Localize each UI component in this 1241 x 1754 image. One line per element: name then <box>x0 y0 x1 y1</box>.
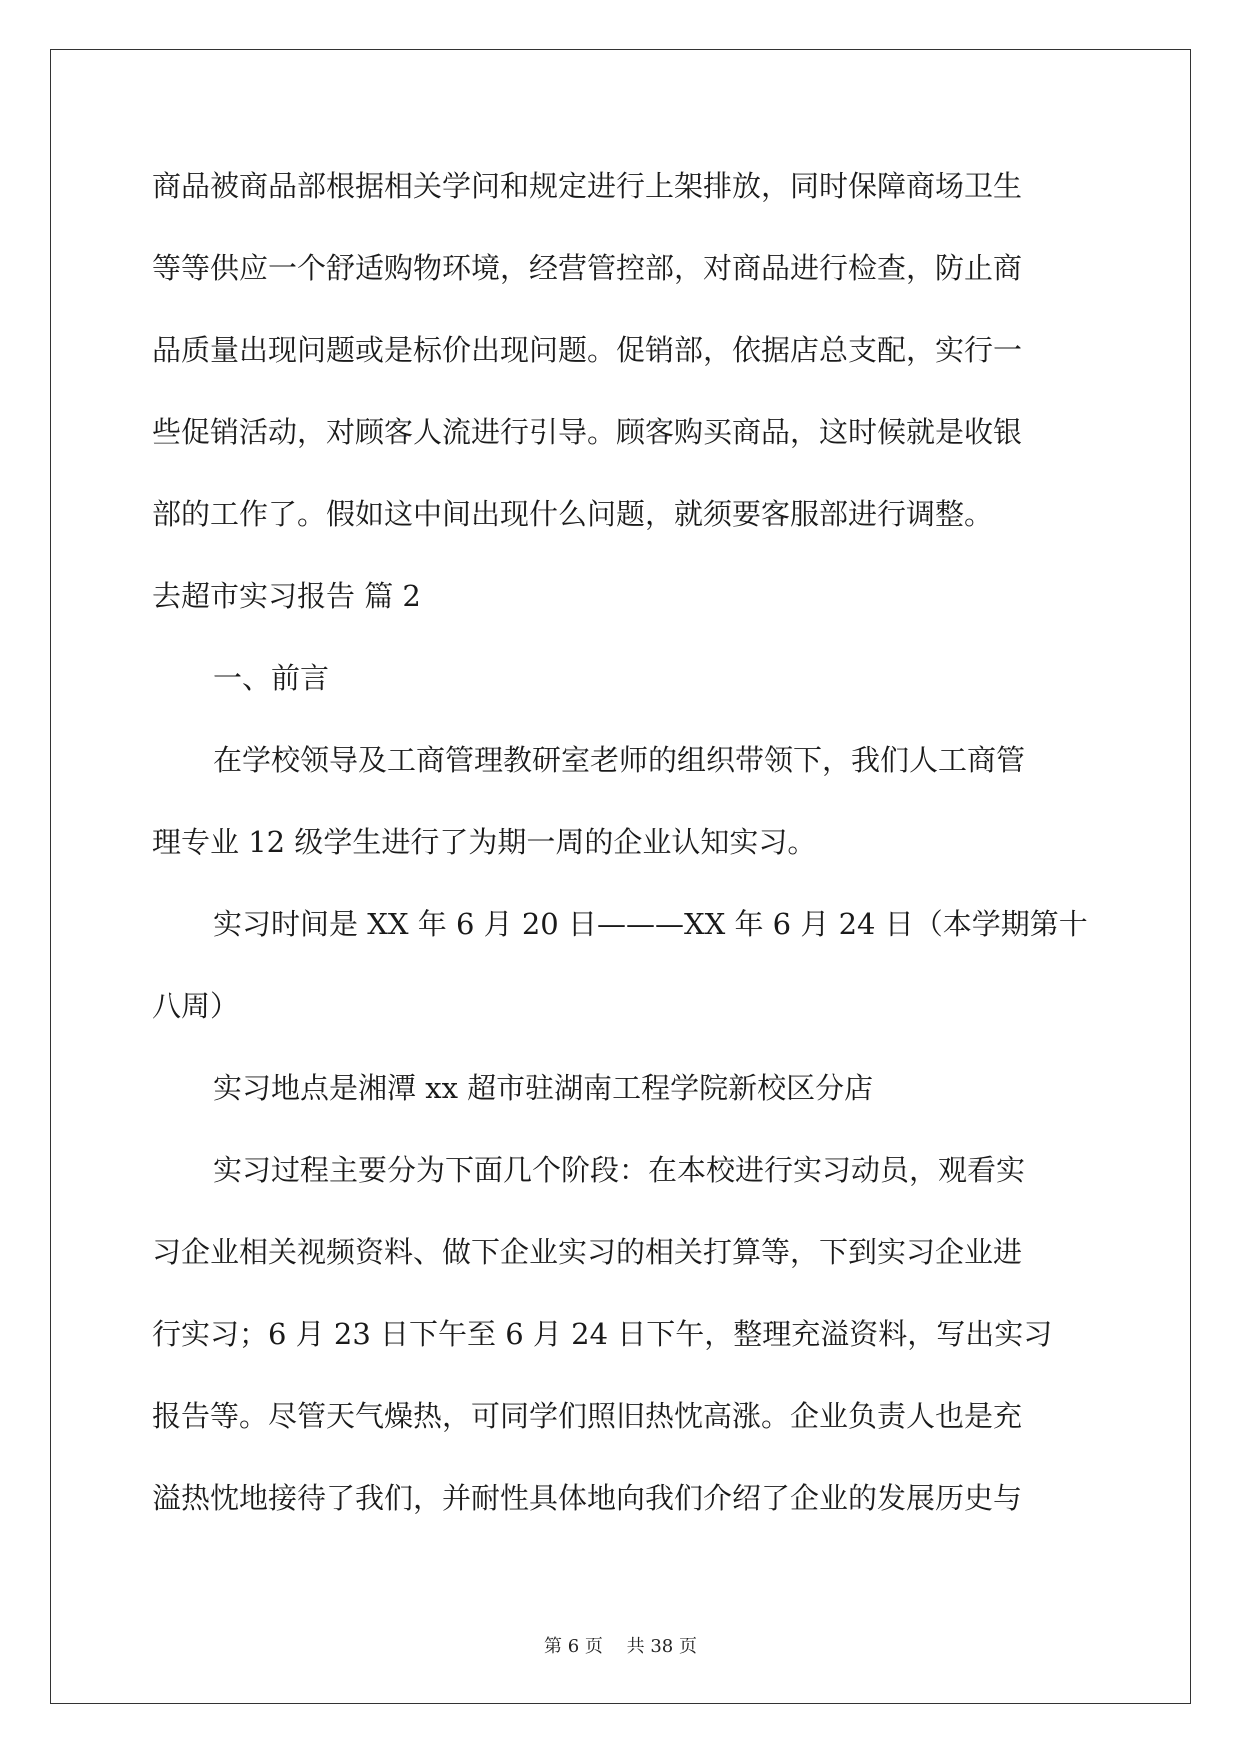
paragraph-line: 等等供应一个舒适购物环境，经营管控部，对商品进行检查，防止商 <box>152 251 1023 285</box>
paragraph-line: 实习时间是 XX 年 6 月 20 日———XX 年 6 月 24 日（本学期第十 <box>213 907 1088 941</box>
document-body <box>152 163 1092 1557</box>
paragraph-line: 实习地点是湘潭 xx 超市驻湖南工程学院新校区分店 <box>213 1071 874 1105</box>
paragraph-line: 理专业 12 级学生进行了为期一周的企业认知实习。 <box>152 825 817 859</box>
paragraph-line: 在学校领导及工商管理教研室老师的组织带领下，我们人工商管 <box>213 743 1026 777</box>
page-footer: 第 6 页 共 38 页 <box>544 1636 697 1657</box>
section-heading-preface: 一、前言 <box>213 661 330 695</box>
paragraph-line: 行实习；6 月 23 日下午至 6 月 24 日下午，整理充溢资料，写出实习 <box>152 1317 1053 1351</box>
paragraph-line: 些促销活动，对顾客人流进行引导。顾客购买商品，这时候就是收银 <box>152 415 1023 449</box>
paragraph-line: 商品被商品部根据相关学问和规定进行上架排放，同时保障商场卫生 <box>152 169 1023 203</box>
paragraph-line: 八周） <box>152 989 240 1023</box>
paragraph-line: 报告等。尽管天气燥热，可同学们照旧热忱高涨。企业负责人也是充 <box>152 1399 1023 1433</box>
paragraph-line: 习企业相关视频资料、做下企业实习的相关打算等，下到实习企业进 <box>152 1235 1023 1269</box>
section-title: 去超市实习报告 篇 2 <box>152 579 421 613</box>
paragraph-line: 实习过程主要分为下面几个阶段：在本校进行实习动员，观看实 <box>213 1153 1026 1187</box>
paragraph-line: 部的工作了。假如这中间出现什么问题，就须要客服部进行调整。 <box>152 497 994 531</box>
paragraph-line: 品质量出现问题或是标价出现问题。促销部，依据店总支配，实行一 <box>152 333 1023 367</box>
paragraph-line: 溢热忱地接待了我们，并耐性具体地向我们介绍了企业的发展历史与 <box>152 1481 1023 1515</box>
